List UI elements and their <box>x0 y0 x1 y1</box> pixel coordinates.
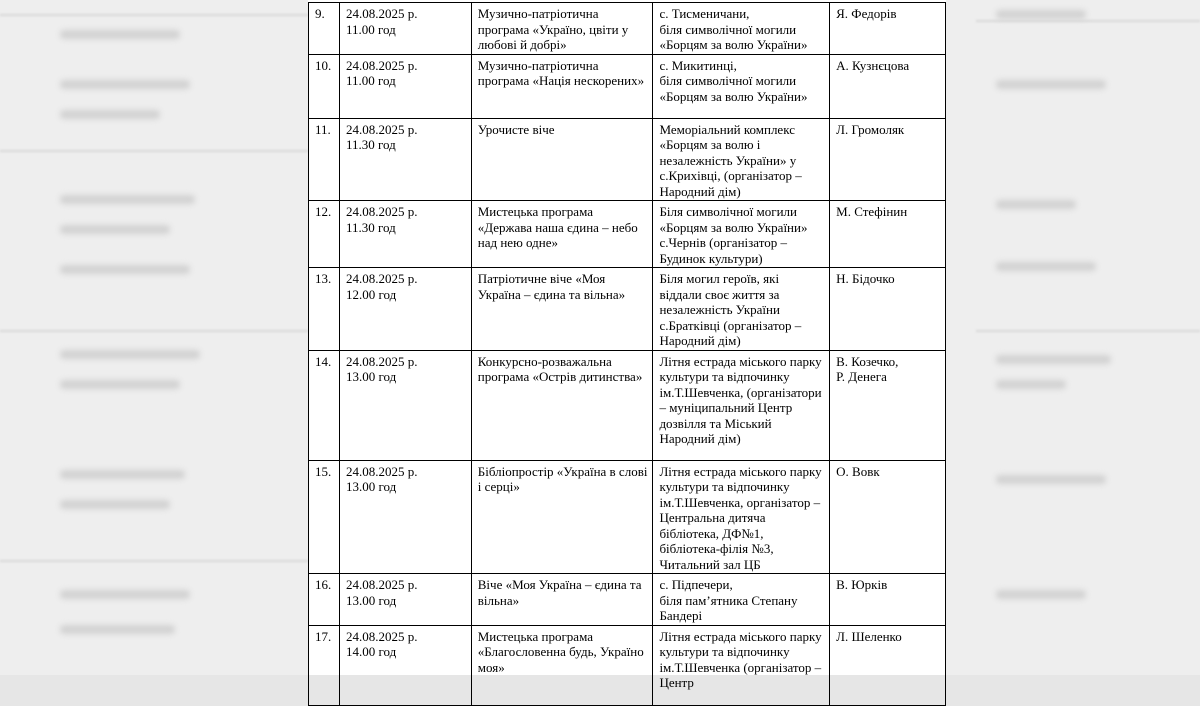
event-name: Мистецька програма «Держава наша єдина – небо над нею одне» <box>471 201 653 268</box>
table-row <box>309 625 946 705</box>
event-date: 24.08.2025 р. <box>345 463 418 479</box>
date-time-cell <box>339 350 471 460</box>
row-number: 9. <box>309 3 340 55</box>
event-organizer: Л. Громоляк <box>830 118 946 201</box>
row-number: 11. <box>309 118 340 201</box>
blurred-background-left <box>0 0 308 675</box>
event-time: 11.30 год <box>345 219 396 235</box>
event-organizer: Я. Федорів <box>830 3 946 55</box>
event-name: Мистецька програма «Благословенна будь, Україно моя» <box>471 625 653 705</box>
event-time: 12.00 год <box>345 286 397 302</box>
row-number: 13. <box>309 268 340 351</box>
event-place: Біля символічної могили «Борцям за волю України» с.Чернів (організатор – Будинок культури) <box>653 201 830 268</box>
event-date: 24.08.2025 р. <box>345 628 418 644</box>
event-name: Віче «Моя Україна – єдина та вільна» <box>471 574 653 626</box>
event-date: 24.08.2025 р. <box>345 577 418 592</box>
event-time: 13.00 год <box>345 592 397 608</box>
date-time-cell <box>339 268 471 351</box>
date-time-cell <box>339 574 471 626</box>
event-schedule-table <box>308 2 946 706</box>
table-row <box>309 54 946 118</box>
event-place: с. Тисменичани, біля символічної могили «Борцям за волю України» <box>653 3 830 55</box>
event-date: 24.08.2025 р. <box>345 57 418 73</box>
date-time-cell <box>339 625 471 705</box>
event-date: 24.08.2025 р. <box>345 353 418 369</box>
row-number: 10. <box>309 54 340 118</box>
event-place: Біля могил героїв, які віддали своє життя за незалежність України с.Братківці (організатор – Народний дім) <box>653 268 830 351</box>
event-place: Літня естрада міського парку культури та відпочинку ім.Т.Шевченка, організатор – Центральна дитяча бібліотека, ДФ№1, бібліотека-філія №3, Читальний зал ЦБ <box>653 460 830 574</box>
event-date: 24.08.2025 р. <box>345 271 418 286</box>
event-name: Патріотичне віче «Моя Україна – єдина та вільна» <box>471 268 653 351</box>
event-time: 14.00 год <box>345 644 397 659</box>
event-place: Меморіальний комплекс «Борцям за волю і незалежність України» у с.Крихівці, (організатор – Народний дім) <box>653 118 830 201</box>
table-row <box>309 574 946 626</box>
event-name: Музично-патріотична програма «Нація нескорених» <box>471 54 653 118</box>
blurred-background-right <box>946 0 1200 675</box>
event-place: с. Микитинці, біля символічної могили «Борцям за волю України» <box>653 54 830 118</box>
document-page <box>308 0 946 690</box>
event-name: Конкурсно-розважальна програма «Острів дитинства» <box>471 350 653 460</box>
row-number: 16. <box>309 574 340 626</box>
table-row <box>309 350 946 460</box>
table-row <box>309 118 946 201</box>
table-row <box>309 3 946 55</box>
event-name: Урочисте віче <box>471 118 653 201</box>
event-date: 24.08.2025 р. <box>345 6 418 21</box>
event-time: 11.00 год <box>345 73 396 88</box>
event-time: 13.00 год <box>345 369 397 384</box>
event-place: с. Підпечери, біля пам’ятника Степану Бандері <box>653 574 830 626</box>
event-name: Музично-патріотична програма «Україно, цвіти у любові й добрі» <box>471 3 653 55</box>
event-organizer: А. Кузнєцова <box>830 54 946 118</box>
event-date: 24.08.2025 р. <box>345 121 418 137</box>
row-number: 15. <box>309 460 340 574</box>
event-organizer: В. Юрків <box>830 574 946 626</box>
event-date: 24.08.2025 р. <box>345 204 418 219</box>
row-number: 14. <box>309 350 340 460</box>
table-row <box>309 268 946 351</box>
table-row <box>309 201 946 268</box>
date-time-cell <box>339 3 471 55</box>
date-time-cell <box>339 201 471 268</box>
row-number: 17. <box>309 625 340 705</box>
event-organizer: О. Вовк <box>830 460 946 574</box>
event-time: 11.00 год <box>345 21 396 37</box>
event-time: 11.30 год <box>345 137 396 152</box>
event-place: Літня естрада міського парку культури та відпочинку ім.Т.Шевченка (організатор – Центр <box>653 625 830 705</box>
event-organizer: Н. Бідочко <box>830 268 946 351</box>
row-number: 12. <box>309 201 340 268</box>
event-name: Бібліопростір «Україна в слові і серці» <box>471 460 653 574</box>
date-time-cell <box>339 118 471 201</box>
table-row <box>309 460 946 574</box>
event-place: Літня естрада міського парку культури та відпочинку ім.Т.Шевченка, (організатори – муніципальний Центр дозвілля та Міський Народний дім) <box>653 350 830 460</box>
event-organizer: М. Стефінин <box>830 201 946 268</box>
date-time-cell <box>339 54 471 118</box>
date-time-cell <box>339 460 471 574</box>
event-organizer: Л. Шеленко <box>830 625 946 705</box>
event-time: 13.00 год <box>345 479 397 494</box>
event-organizer: В. Козечко, Р. Денега <box>830 350 946 460</box>
